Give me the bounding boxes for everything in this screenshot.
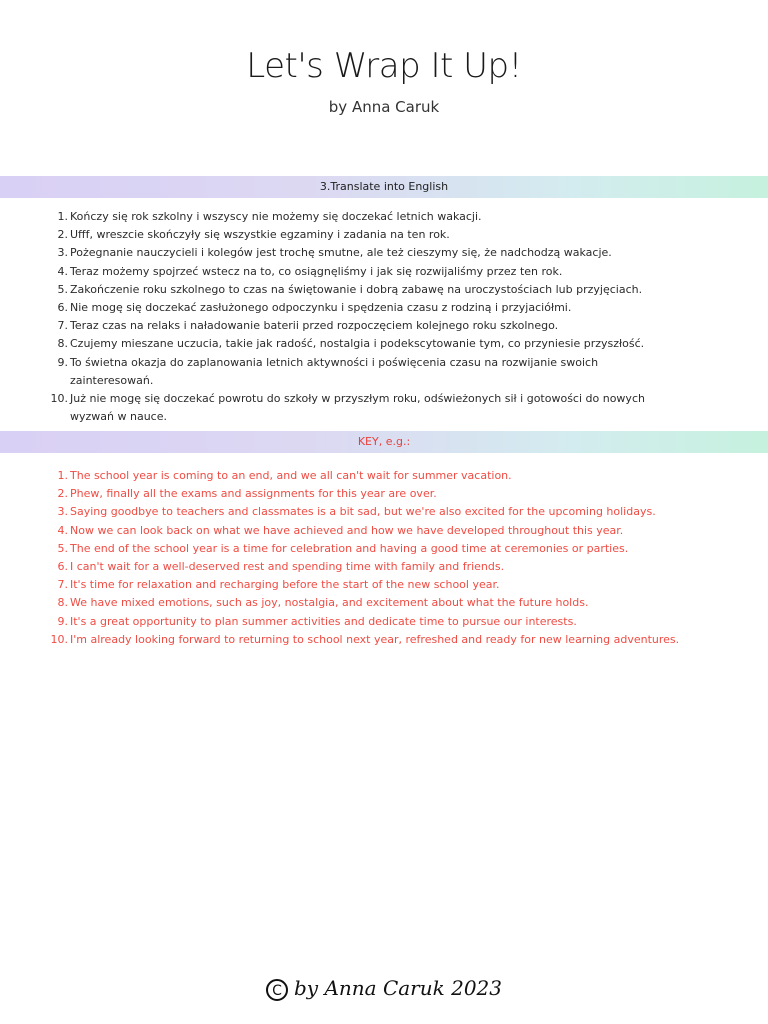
item-text: Ufff, wreszcie skończyły się wszystkie egzaminy i zadania na ten rok.	[70, 228, 450, 242]
list-item	[40, 576, 680, 594]
list-item	[40, 208, 680, 226]
item-number: 4.	[57, 264, 68, 278]
section-heading-key: KEY, e.g.:	[0, 431, 768, 453]
item-number: 9.	[57, 355, 68, 369]
item-text: Saying goodbye to teachers and classmates is a bit sad, but we're also excited for the upcoming holidays.	[70, 505, 656, 519]
item-text: Nie mogę się doczekać zasłużonego odpoczynku i spędzenia czasu z rodziną i przyjaciółmi.	[70, 301, 572, 315]
list-item	[40, 299, 680, 317]
item-number: 3.	[57, 246, 68, 260]
item-text: Już nie mogę się doczekać powrotu do szkoły w przyszłym roku, odświeżonych sił i gotowości do nowych wyzwań w nauce.	[70, 392, 645, 424]
item-text: Teraz czas na relaks i naładowanie baterii przed rozpoczęciem kolejnego roku szkolnego.	[70, 319, 559, 333]
item-number: 8.	[57, 337, 68, 351]
list-item	[40, 558, 680, 576]
item-text: It's a great opportunity to plan summer activities and dedicate time to pursue our interests.	[70, 614, 577, 628]
item-number: 4.	[57, 523, 68, 537]
page-title: Let's Wrap It Up!	[246, 46, 522, 86]
item-text: Czujemy mieszane uczucia, takie jak radość, nostalgia i podekscytowanie tym, co przyniesie przyszłość.	[70, 337, 645, 351]
list-item	[40, 263, 680, 281]
item-text: Teraz możemy spojrzeć wstecz na to, co osiągnęliśmy i jak się rozwijaliśmy przez ten rok.	[70, 264, 563, 278]
section-heading-translate: 3.Translate into English	[0, 176, 768, 198]
item-text: We have mixed emotions, such as joy, nostalgia, and excitement about what the future holds.	[70, 596, 589, 610]
item-text: Now we can look back on what we have achieved and how we have developed throughout this year.	[70, 523, 624, 537]
list-item	[40, 594, 680, 612]
item-text: The school year is coming to an end, and we all can't wait for summer vacation.	[70, 469, 512, 482]
item-number: 10.	[50, 392, 68, 406]
list-item	[40, 244, 680, 262]
item-number: 5.	[57, 282, 68, 296]
list-item	[40, 631, 680, 649]
item-number: 5.	[57, 541, 68, 555]
item-text: I can't wait for a well-deserved rest and spending time with family and friends.	[70, 560, 505, 574]
item-number: 2.	[57, 228, 68, 242]
list-item	[40, 226, 680, 244]
copyright-icon: C	[266, 979, 288, 1001]
item-number: 10.	[50, 632, 68, 646]
list-item	[40, 613, 680, 631]
footer-text: by Anna Caruk 2023	[294, 976, 502, 1000]
list-item	[40, 485, 680, 503]
item-number: 7.	[57, 578, 68, 592]
item-text: Pożegnanie nauczycieli i kolegów jest trochę smutne, ale też cieszymy się, że nadchodzą wakacje.	[70, 246, 612, 260]
item-text: Zakończenie roku szkolnego to czas na świętowanie i dobrą zabawę na uroczystościach lub przyjęciach.	[70, 282, 643, 296]
item-number: 1.	[57, 210, 68, 223]
item-text: To świetna okazja do zaplanowania letnich aktywności i poświęcenia czasu na rozwijanie swoich zainteresowań.	[70, 355, 599, 387]
footer-credit	[0, 976, 768, 1001]
list-item	[40, 540, 680, 558]
item-number: 2.	[57, 487, 68, 501]
item-number: 6.	[57, 301, 68, 315]
list-item	[40, 354, 680, 390]
list-item	[40, 335, 680, 353]
item-text: Kończy się rok szkolny i wszyscy nie możemy się doczekać letnich wakacji.	[70, 210, 482, 223]
item-text: Phew, finally all the exams and assignments for this year are over.	[70, 487, 437, 501]
list-item	[40, 503, 680, 521]
item-text: The end of the school year is a time for celebration and having a good time at ceremonies or parties.	[70, 541, 629, 555]
key-list	[40, 467, 680, 649]
item-number: 6.	[57, 560, 68, 574]
page-subtitle: by Anna Caruk	[328, 98, 440, 116]
item-text: I'm already looking forward to returning to school next year, refreshed and ready for new learning adventures.	[70, 632, 680, 646]
item-number: 7.	[57, 319, 68, 333]
item-number: 3.	[57, 505, 68, 519]
list-item	[40, 281, 680, 299]
list-item	[40, 467, 680, 485]
item-number: 1.	[57, 469, 68, 482]
item-number: 8.	[57, 596, 68, 610]
list-item	[40, 522, 680, 540]
list-item	[40, 317, 680, 335]
item-text: It's time for relaxation and recharging before the start of the new school year.	[70, 578, 500, 592]
translate-list	[40, 208, 680, 426]
item-number: 9.	[57, 614, 68, 628]
list-item	[40, 390, 680, 426]
